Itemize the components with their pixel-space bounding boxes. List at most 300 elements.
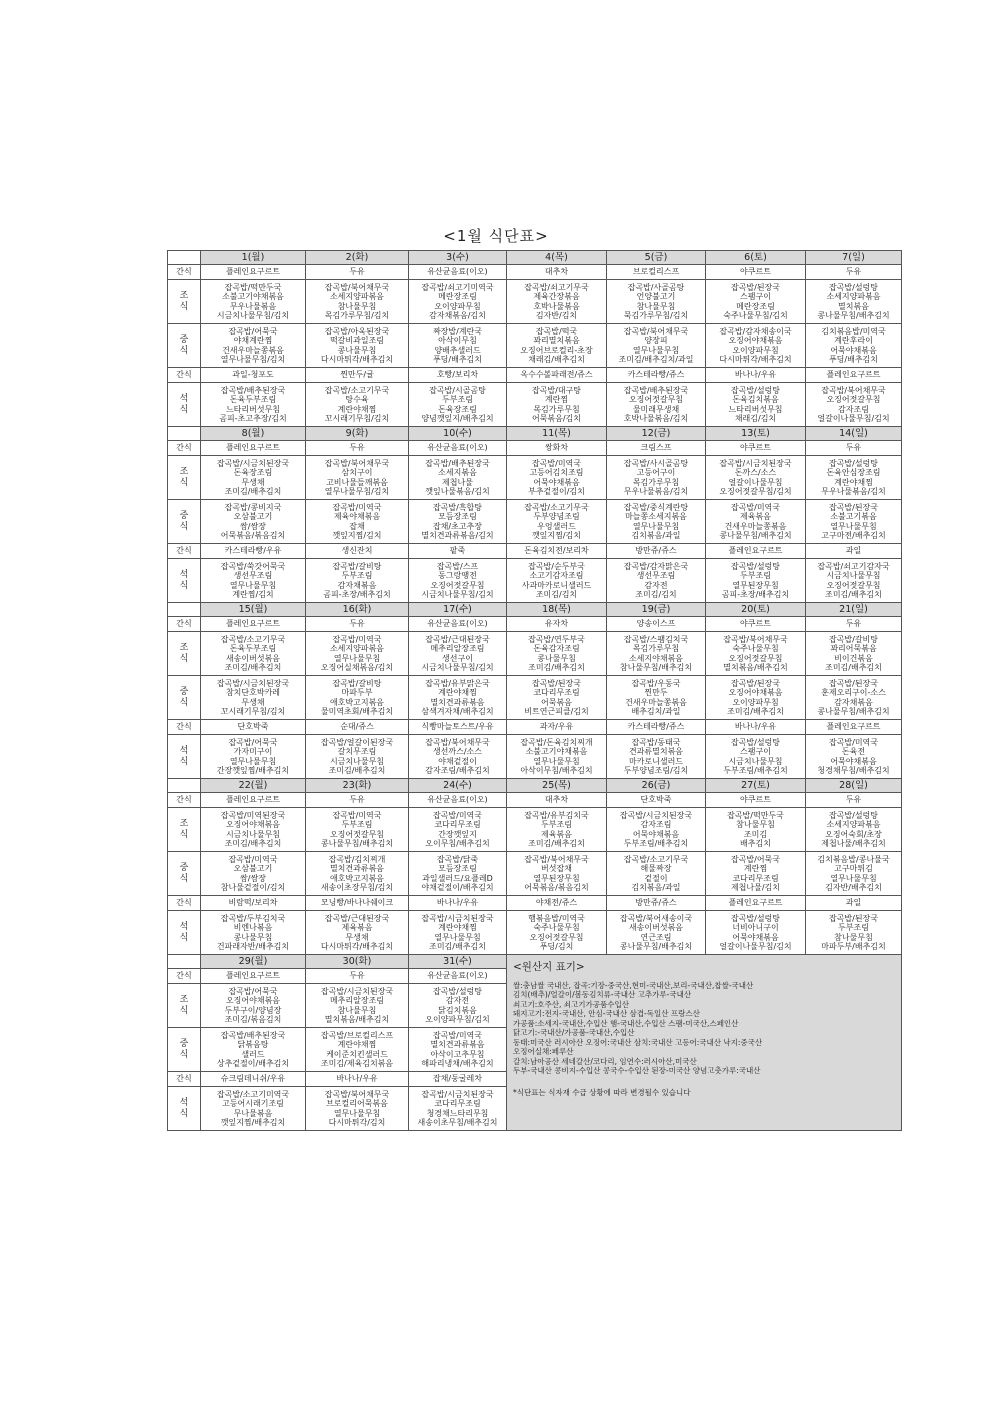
snack-cell: 호빵/보리차 [409, 368, 507, 383]
menu-item: 시금치나물무침 [329, 756, 385, 766]
meal-cell [607, 280, 706, 324]
menu-item: 소세지야채볶음 [628, 653, 684, 663]
menu-item: 잡곡밥/중식계란탕 [623, 502, 689, 512]
menu-item: 열무나물무침 [632, 521, 680, 531]
menu-item: 과일샐러드/요플레D [422, 873, 493, 883]
menu-item: 오징어젓갈무침 [728, 653, 783, 663]
menu-item: 오이양파무침 [732, 697, 779, 707]
menu-item: 애호박고지볶음 [329, 873, 385, 883]
snack-cell: 잡채/둥굴레차 [409, 1072, 507, 1087]
menu-item: 새송이버섯볶음 [225, 653, 281, 663]
menu-item: 곰피-초장/배추김치 [721, 590, 790, 599]
date-cell: 26(금) [607, 779, 706, 793]
menu-item: 제육야채볶음 [333, 512, 381, 521]
snack-cell: 바나나/우유 [306, 1072, 409, 1087]
menu-item: 채래김/김치 [734, 414, 777, 423]
menu-item: 삼치구이 [341, 468, 373, 477]
meal-cell [201, 1087, 306, 1131]
menu-item: 두부조림 [442, 395, 473, 404]
origin-line: 닭고기:-국내산/가공품-국내산,수입산 [513, 1028, 635, 1037]
snack-cell: 슈크림데니쉬/우유 [201, 1072, 306, 1087]
menu-item: 무우나물볶음/김치 [623, 487, 689, 496]
menu-item: 잡곡밥/떡만두국 [224, 282, 282, 292]
menu-item: 잡곡밥/북어채무국 [425, 737, 490, 747]
menu-item: 참나물겉절이/김치 [220, 883, 286, 892]
row-label-text: 간식 [176, 443, 192, 453]
menu-item: 어묵볶음/볶음김치 [220, 531, 286, 540]
snack-cell: 야쿠르트 [706, 617, 806, 632]
meal-cell [201, 324, 306, 368]
date-cell: 8(월) [201, 427, 306, 441]
row-label-text: 조식 [179, 290, 189, 312]
date-row [168, 427, 902, 441]
menu-item: 멸치견과류볶음/김치 [421, 531, 494, 540]
row-label-text: 간식 [176, 971, 192, 981]
menu-item: 닭김치볶음 [438, 1005, 477, 1015]
menu-item: 잡곡밥/떡국 [535, 326, 578, 336]
row-label-snack [168, 441, 201, 456]
menu-item: 참나물무침 [337, 301, 377, 311]
snack-cell: 유산균음료(이오) [409, 617, 507, 632]
row-label-snack [168, 265, 201, 280]
menu-item: 무우나물볶음/김치 [821, 487, 886, 496]
menu-item: 호박나물볶음 [533, 301, 580, 311]
menu-item: 잡곡밥/미역국 [828, 737, 879, 747]
menu-item: 떡갈비과일조림 [329, 336, 385, 345]
row-label-text: 간식 [176, 722, 192, 732]
menu-item: 아삭이무침/배추김치 [520, 766, 593, 775]
date-cell: 20(토) [706, 603, 806, 617]
menu-item: 잡곡밥/미역국 [432, 1030, 483, 1040]
menu-item: 제첩나물/김치 [730, 883, 781, 892]
menu-item: 잡곡밥/미역국 [730, 502, 781, 512]
meal-cell [607, 632, 706, 676]
menu-item: 오징어젓갈무침/김치 [719, 487, 792, 496]
row-label-text: 중식 [179, 1038, 189, 1060]
origin-line: 돼지고기:전지-국내산, 안심-국내산 삼겹-독일산 프랑스산 [513, 1009, 700, 1018]
menu-item: 꽈리멸치볶음 [533, 336, 580, 345]
menu-item: 채래김/배추김치 [528, 355, 585, 364]
snack-cell: 유산균음료(이오) [409, 793, 507, 808]
menu-item: 갈치무조림 [337, 747, 377, 756]
menu-item: 닭볶음탕 [237, 1040, 269, 1049]
date-corner [168, 603, 201, 617]
snack-cell: 야채전/쥬스 [507, 896, 607, 911]
menu-item: 연근조림 [640, 932, 672, 942]
origin-line: 오징어실채:페루산 [513, 1047, 574, 1056]
menu-item: 스팸구이 [740, 747, 771, 756]
snack-cell: 식빵마늘토스트/우유 [409, 720, 507, 735]
menu-item: 잡곡밥/북어채무국 [723, 634, 788, 644]
snack-cell: 양송이스프 [607, 617, 706, 632]
date-cell: 5(금) [607, 251, 706, 265]
snack-cell: 팥죽 [409, 544, 507, 559]
date-cell: 17(수) [409, 603, 507, 617]
meal-cell [306, 632, 409, 676]
menu-item: 잡곡밥/어묵국 [228, 737, 278, 747]
meal-cell [706, 808, 806, 852]
menu-item: 잡곡밥/흑합탕 [432, 502, 483, 512]
menu-item: 버섯잡채 [541, 864, 572, 873]
menu-item: 감자채볶음/김치 [429, 311, 486, 320]
menu-item: 콩나물무침/배추김치 [619, 942, 693, 951]
menu-item: 잡곡밥/돈육김치찌개 [520, 737, 593, 747]
menu-item: 감자전 [445, 996, 470, 1005]
menu-item: 제첩나물 [442, 477, 473, 487]
menu-item: 열무나물무침 [830, 873, 877, 883]
menu-item: 제육볶음 [541, 829, 572, 839]
meal-cell [306, 852, 409, 896]
snack-cell: 두유 [806, 793, 902, 808]
row-label-text: 석식 [179, 921, 189, 943]
snack-cell: 플레인요구르트 [201, 617, 306, 632]
menu-item: 잡곡밥/북어채무국 [324, 1089, 390, 1099]
menu-item: 조미김/김치 [535, 590, 578, 599]
snack-cell: 대추차 [507, 265, 607, 280]
meal-cell [806, 559, 902, 603]
menu-item: 모듬장조림 [438, 864, 477, 873]
menu-item: 배추김치 [740, 839, 771, 848]
menu-item: 계란찜 [743, 864, 768, 873]
snack-cell: 쌍화차 [507, 441, 607, 456]
menu-item: 다시마튀각/배추김치 [320, 355, 394, 364]
meal-cell [306, 735, 409, 779]
menu-item: 잡곡밥/소고기미역국 [216, 1089, 290, 1099]
menu-item: 열무나물무침 [830, 521, 877, 531]
meal-cell [806, 808, 902, 852]
date-cell: 12(금) [607, 427, 706, 441]
snack_pm-row [168, 720, 902, 735]
menu-item: 조미김/볶음김치 [224, 1015, 282, 1024]
menu-item: 두부조림 [740, 571, 771, 580]
menu-item: 애호박고지볶음 [329, 697, 385, 707]
menu-item: 배추김치/과일 [631, 707, 681, 716]
menu-item: 잡곡밥/닭죽 [436, 854, 479, 864]
menu-item: 잡곡밥/된장국 [828, 502, 879, 512]
menu-item: 돈육두부조림 [229, 644, 277, 653]
menu-item: 잡곡밥/설렁탕 [828, 810, 879, 820]
menu-item: 잡곡밥/어묵국 [730, 854, 781, 864]
menu-item: 잡곡밥/어묵국 [228, 326, 278, 336]
menu-item: 돈까스/소스 [734, 468, 777, 477]
menu-item: 사과마카로니샐러드 [521, 580, 592, 590]
menu-item: 열무된장무침 [732, 580, 779, 590]
menu-item: 잡곡밥/북어채무국 [821, 385, 886, 395]
menu-item: 짜장밥/계란국 [432, 326, 483, 336]
snack-cell: 방만쥬/쥬스 [607, 544, 706, 559]
menu-item: 계란야채찜 [438, 923, 477, 932]
date-cell: 3(수) [409, 251, 507, 265]
menu-item: 오삼불고기 [233, 512, 273, 521]
menu-item: 청경채느타리무침 [426, 1108, 489, 1118]
menu-item: 아삭이무침 [438, 336, 477, 345]
menu-item: 조미김/배추김치 [528, 663, 585, 672]
menu-item: 열무나물무침 [333, 653, 381, 663]
menu-item: 어묵야채볶음 [533, 477, 580, 487]
menu-item: 꽈리어묵볶음 [830, 644, 877, 653]
menu-item: 코다리무조림 [434, 820, 481, 829]
menu-item: 묵김가루무침/김치 [623, 311, 689, 320]
menu-item: 겉절이 [644, 873, 668, 883]
meal-cell [607, 500, 706, 544]
menu-item: 잡곡밥/사시골곰탕 [623, 458, 689, 468]
menu-item: 오이무침/배추김치 [425, 839, 490, 848]
menu-item: 잡곡밥/쇠고기무국 [524, 282, 589, 292]
menu-item: 콩나물무침/배추김치 [320, 839, 394, 848]
menu-item: 마파두부/배추김치 [821, 942, 886, 951]
meal-cell [306, 676, 409, 720]
menu-item: 숙주나물무침 [533, 923, 580, 932]
menu-item: 잡곡밥/콩비지국 [224, 502, 282, 512]
menu-item: 잡곡밥/북어채무국 [524, 854, 589, 864]
menu-item: 오징어젓갈무침 [329, 829, 385, 839]
lunch-row [168, 500, 902, 544]
menu-item: 생선구이 [442, 653, 473, 663]
menu-item: 목김가루무침 [632, 477, 680, 487]
menu-item: 김자반/배추김치 [825, 883, 882, 892]
snack-cell: 모닝빵/바나나쉐이크 [306, 896, 409, 911]
row-label-text: 간식 [176, 619, 192, 629]
menu-item: 소세지양파볶음 [826, 820, 881, 829]
menu-item: 오징어야채볶음 [225, 996, 281, 1005]
menu-item: 메추리알장조림 [430, 644, 485, 653]
origin-line: 쇠고기:호주산, 쇠고기가공품수입산 [513, 999, 629, 1009]
menu-item: 간장깻잎지 [438, 829, 477, 839]
menu-item: 콩나물무침 [537, 653, 576, 663]
menu-item: 생선무조림 [233, 571, 273, 580]
meal-cell [409, 456, 507, 500]
row-label-lunch [168, 324, 201, 368]
snack-cell: 두유 [806, 617, 902, 632]
menu-item: 새송이초장무침/김치 [320, 883, 394, 892]
menu-item: 잡곡밥/시금치된장국 [619, 810, 693, 820]
meal-cell [706, 383, 806, 427]
menu-item: 푸딩/배추김치 [432, 355, 483, 364]
date-cell: 21(일) [806, 603, 902, 617]
menu-item: 코다리무조림 [533, 688, 580, 697]
menu-item: 조미김 [743, 829, 768, 839]
row-label-lunch [168, 676, 201, 720]
date-corner [168, 779, 201, 793]
menu-item: 목김가루무침 [632, 644, 680, 653]
menu-item: 열무나물무침/김치 [324, 487, 390, 496]
menu-item: 잡곡밥/갈비탕 [332, 561, 382, 571]
menu-item: 해파리냉채/배추김치 [421, 1059, 494, 1068]
menu-item: 케이준치킨샐러드 [326, 1049, 388, 1059]
menu-item: 잡곡밥/연두부국 [528, 634, 585, 644]
menu-item: 조미김/배추김치 [825, 663, 882, 672]
date-corner [168, 251, 201, 265]
snack-cell: 대추차 [507, 793, 607, 808]
menu-item: 잡곡밥/북어새송이국 [619, 913, 693, 923]
menu-item: 다시마튀각/배추김치 [719, 355, 792, 364]
menu-item: 소고기감자조림 [529, 571, 584, 580]
snack-cell: 플레인요구르트 [706, 896, 806, 911]
snack-cell: 옥수수볼파래전/쥬스 [507, 368, 607, 383]
meal-cell [201, 984, 306, 1028]
row-label-breakfast [168, 280, 201, 324]
row-label-lunch [168, 852, 201, 896]
menu-item: 메추리알장조림 [329, 996, 385, 1005]
menu-item: 돈육감자조림 [533, 644, 580, 653]
menu-item: 꼬시래기무침/김치 [220, 707, 286, 716]
menu-item: 잡곡밥/동태국 [631, 737, 681, 747]
meal-cell [409, 808, 507, 852]
menu-item: 얼갈이나물무침/김치 [719, 942, 792, 951]
meal-cell [409, 324, 507, 368]
menu-item: 멸치볶음/배추김치 [723, 663, 788, 672]
snack-cell: 과일 [806, 544, 902, 559]
menu-item: 잡곡밥/브로컬리스프 [320, 1030, 394, 1040]
date-row [168, 251, 902, 265]
menu-item: 잡곡밥/시금치된장국 [216, 458, 290, 468]
meal-cell [201, 852, 306, 896]
row-label-text: 석식 [179, 745, 189, 767]
menu-item: 곰피-초고추장/김치 [219, 414, 287, 423]
menu-item: 조미김/배추김치 [429, 942, 486, 951]
menu-item: 메란장조림 [736, 301, 775, 311]
menu-item: 너비아니구이 [732, 923, 779, 932]
menu-item: 소세지양파볶음 [329, 644, 385, 653]
menu-item: 청경채무침/배추김치 [817, 766, 890, 775]
meal-cell [306, 808, 409, 852]
menu-item: 오이양파무침 [434, 301, 481, 311]
menu-item: 조미김/배추김치 [727, 707, 784, 716]
meal-cell [607, 808, 706, 852]
menu-item: 시금치나물무침/김치 [421, 590, 494, 599]
menu-item: 양장피 [644, 336, 668, 345]
menu-item: 잡곡밥/김치찌개 [328, 854, 386, 864]
menu-item: 잡곡밥/설렁탕 [432, 986, 483, 996]
menu-item: 잡곡밥/쇠고기미역국 [421, 282, 494, 292]
row-label-dinner [168, 383, 201, 427]
menu-item: 조미김/배추김치 [224, 663, 282, 672]
snack-cell: 야쿠르트 [706, 441, 806, 456]
dinner-row [168, 911, 902, 955]
menu-item: 고등어시래기조림 [222, 1099, 284, 1108]
snack-cell: 야쿠르트 [706, 793, 806, 808]
menu-item: 계란찜/김치 [232, 590, 274, 599]
menu-item: 잡곡밥/설렁탕 [730, 561, 781, 571]
date-cell: 2(화) [306, 251, 409, 265]
menu-item: 잡곡밥/우동국 [631, 678, 681, 688]
meal-cell [409, 1087, 507, 1131]
meal-cell [306, 500, 409, 544]
snack-cell: 크림스프 [607, 441, 706, 456]
menu-item: 참나물무침 [636, 301, 676, 311]
menu-item: 오징어야채볶음 [225, 820, 281, 829]
menu-item: 마카로니샐러드 [628, 756, 684, 766]
date-cell: 23(화) [306, 779, 409, 793]
menu-item: 어묵야채볶음 [830, 345, 877, 355]
menu-item: 소불고기야채볶음 [525, 747, 588, 756]
menu-item: 깻잎지찜/배추김치 [220, 1118, 286, 1127]
menu-item: 잡곡밥/미역국 [332, 810, 382, 820]
menu-item: 메란장조림 [438, 292, 477, 301]
date-corner [168, 427, 201, 441]
menu-item: 열무나물무침/김치 [220, 355, 286, 364]
meal-cell [806, 735, 902, 779]
menu-item: 코다리무조림 [434, 1099, 481, 1108]
snack-cell: 유자차 [507, 617, 607, 632]
meal-cell [306, 383, 409, 427]
snack-cell: 유산균음료(이오) [409, 441, 507, 456]
snack-cell: 두유 [806, 265, 902, 280]
date-row [168, 603, 902, 617]
menu-item: 물미래무생채 [632, 404, 680, 414]
menu-item: 고구마튀김 [834, 864, 873, 873]
meal-cell [806, 324, 902, 368]
menu-item: 제육볶음 [341, 923, 373, 932]
menu-item: 돈육두부조림 [229, 395, 277, 404]
menu-item: 돈육김치볶음 [732, 395, 779, 404]
menu-item: 제첩나물/배추김치 [821, 839, 886, 848]
menu-item: 참나물무침 [834, 932, 873, 942]
meal-cell [607, 324, 706, 368]
menu-item: 무우나물볶음 [229, 301, 277, 311]
snack-cell: 유산균음료(이오) [409, 969, 507, 984]
meal-cell [201, 735, 306, 779]
meal-cell [507, 500, 607, 544]
meal-cell [409, 280, 507, 324]
menu-item: 소세지양파볶음 [329, 292, 385, 301]
menu-item: 오이양파무침 [732, 345, 779, 355]
meal-cell [201, 632, 306, 676]
menu-item: 잡곡밥/스프 [436, 561, 479, 571]
snack-cell: 두유 [306, 969, 409, 984]
meal-cell [806, 852, 902, 896]
row-label-breakfast [168, 808, 201, 852]
menu-item: 오징어브로컬리-초장 [520, 345, 593, 355]
snack_am-row [168, 793, 902, 808]
meal-cell [201, 808, 306, 852]
meal-cell [607, 852, 706, 896]
menu-item: 감자조림/배추김치 [425, 766, 490, 775]
menu-item: 고구마전/배추김치 [821, 531, 886, 540]
date-cell: 22(월) [201, 779, 306, 793]
menu-item: 잡곡밥/된장국 [828, 678, 879, 688]
row-label-text: 간식 [176, 1074, 192, 1084]
row-label-text: 간식 [176, 795, 192, 805]
meal-cell [507, 324, 607, 368]
snack-cell: 찐만두/귤 [306, 368, 409, 383]
menu-item: 잡곡밥/시금치된장국 [719, 458, 792, 468]
meal-cell [607, 383, 706, 427]
menu-item: 잡곡밥/된장국 [531, 678, 582, 688]
menu-item: 쌈/쌈장 [240, 521, 266, 531]
menu-item: 멸치견과류볶음 [329, 864, 385, 873]
page-title: <1월 식단표> [443, 227, 549, 245]
menu-item: 야채겉절이/배추김치 [421, 883, 494, 892]
menu-item: 시금치나물무침 [728, 756, 783, 766]
snack-cell: 카스테라빵/쥬스 [607, 368, 706, 383]
menu-item: 감자조림 [838, 404, 869, 414]
menu-item: 견과류멸치볶음 [628, 747, 684, 756]
menu-item: 잡곡밥/쑥갓어묵국 [220, 561, 286, 571]
row-label-text: 중식 [179, 862, 189, 884]
meal-cell [806, 632, 902, 676]
snack-cell: 카스테라빵/우유 [201, 544, 306, 559]
menu-item: 계란야채찜 [834, 477, 873, 487]
snack-cell: 두유 [306, 265, 409, 280]
menu-item: 호박나물볶음/김치 [623, 414, 689, 423]
meal-cell [306, 1087, 409, 1131]
menu-item: 두부양념조림/김치 [623, 766, 689, 775]
lunch-row [168, 852, 902, 896]
menu-item: 잡곡밥/시금치된장국 [421, 913, 494, 923]
breakfast-row [168, 456, 902, 500]
menu-item: 두부조림/배추김치 [723, 766, 788, 775]
